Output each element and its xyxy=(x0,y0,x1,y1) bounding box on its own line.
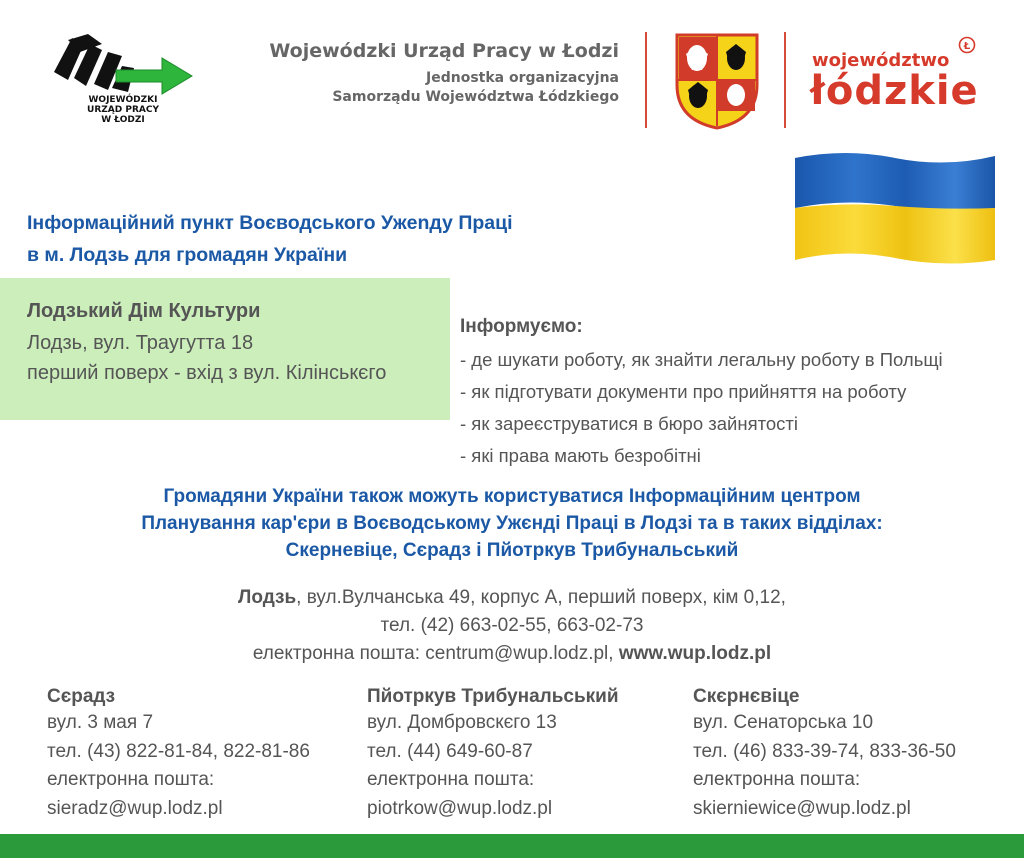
region-label-small: województwo xyxy=(812,50,950,71)
branch-piotrkow xyxy=(367,686,619,823)
region-label-big: łódzkie xyxy=(810,68,979,114)
branch-phone: тел. (46) 833-39-74, 833-36-50 xyxy=(693,740,956,762)
branch-email-label: електронна пошта: xyxy=(693,769,861,790)
branch-email-label: електронна пошта: xyxy=(367,769,535,790)
headline: Інформаційний пункт Воєводського Ужenду Праці в м. Лодзь для громадян України xyxy=(27,212,513,266)
region-mark-icon xyxy=(958,36,976,54)
branch-email[interactable]: skierniewice@wup.lodz.pl xyxy=(693,797,911,819)
venue-entrance: перший поверх - вхід з вул. Кілінськєго xyxy=(27,362,387,384)
branch-name: Сєрадз xyxy=(47,686,116,707)
branch-skierniewice xyxy=(693,686,956,823)
branch-email[interactable]: piotrkow@wup.lodz.pl xyxy=(367,797,553,819)
website-link[interactable]: www.wup.lodz.pl xyxy=(618,643,772,664)
header-divider xyxy=(645,32,647,128)
branch-phone: тел. (44) 649-60-87 xyxy=(367,740,533,762)
svg-text:Ł: Ł xyxy=(963,41,971,52)
lodz-address: Лодзь, вул.Вулчанська 49, корпус А, перший поверх, кім 0,12, xyxy=(238,587,786,608)
inform-item: - де шукати роботу, як знайти легальну роботу в Польщі xyxy=(460,349,943,370)
branch-address: вул. 3 мая 7 xyxy=(47,712,154,733)
branch-name: Скєрнєвіце xyxy=(693,686,800,707)
org-name: Wojewódzki Urząd Pracy w Łodzi xyxy=(269,40,619,62)
inform-item: - як підготувати документи про прийняття на роботу xyxy=(460,381,907,402)
ukraine-flag-icon xyxy=(790,148,1000,268)
header-divider xyxy=(784,32,786,128)
venue-name: Лодзький Дім Культури xyxy=(27,300,261,322)
branch-email-label: електронна пошта: xyxy=(47,769,215,790)
lodz-phone: тел. (42) 663-02-55, 663-02-73 xyxy=(380,615,644,636)
branch-phone: тел. (43) 822-81-84, 822-81-86 xyxy=(47,740,310,762)
inform-title: Інформуємо: xyxy=(460,316,583,337)
bottom-bar xyxy=(0,834,1024,858)
lodz-email: електронна пошта: centrum@wup.lodz.pl, www.wup.lodz.pl xyxy=(252,643,772,664)
branch-address: вул. Сенаторська 10 xyxy=(693,712,874,733)
org-subtitle-2: Samorządu Województwa Łódzkiego xyxy=(332,89,619,105)
branch-email[interactable]: sieradz@wup.lodz.pl xyxy=(47,797,223,819)
branch-sieradz xyxy=(47,686,310,823)
branch-name: Пйотркув Трибунальський xyxy=(367,686,619,707)
logo-caption: WOJEWÓDZKI URZĄD PRACY W ŁODZI xyxy=(87,95,159,125)
wup-logo-icon xyxy=(50,30,200,130)
branch-address: вул. Домбровскєго 13 xyxy=(367,712,557,733)
career-centre-note: Громадяни України також можуть користуватися Інформаційним центром Планування кар'єри в Воєводському Ужєнді Праці в Лодзі та в таких відділах: Скерневіце, Сєрадз і Пйотркув Трибунальський xyxy=(141,486,883,561)
lodz-city: Лодзь xyxy=(238,587,297,608)
venue-address: Лодзь, вул. Траугутта 18 xyxy=(27,332,254,354)
coat-of-arms-icon xyxy=(672,30,762,130)
inform-item: - як зареєструватися в бюро зайнятості xyxy=(460,413,798,434)
inform-item: - які права мають безробітні xyxy=(460,445,701,466)
org-subtitle-1: Jednostka organizacyjna xyxy=(426,70,619,86)
